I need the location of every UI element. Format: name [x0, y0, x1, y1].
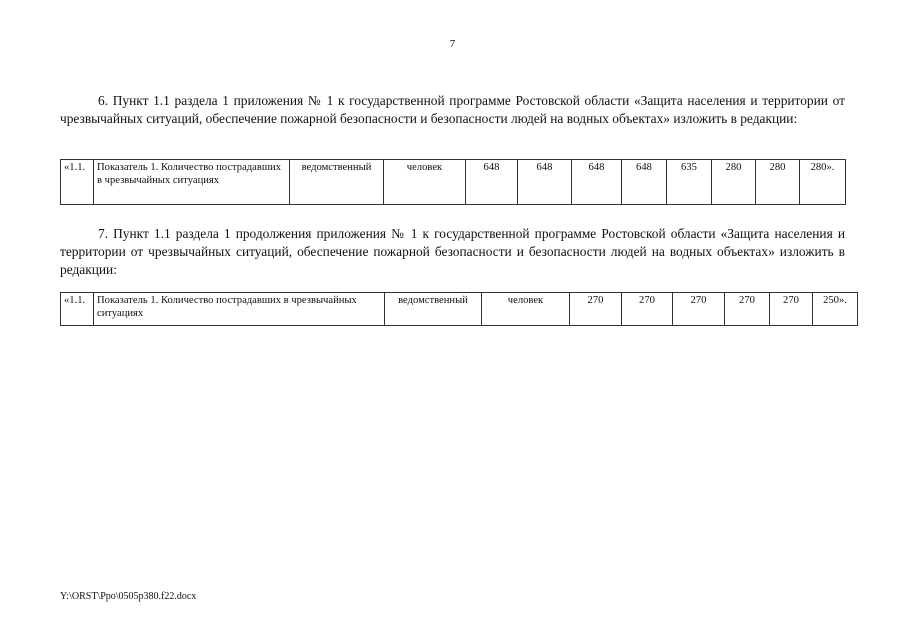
- page-number: 7: [449, 38, 456, 50]
- indicator-table-item-7: [60, 292, 858, 326]
- table-row: [61, 293, 858, 326]
- value-cell: 280».: [800, 160, 846, 205]
- indicator-type-cell: ведомственный: [385, 293, 482, 326]
- unit-cell: человек: [482, 293, 570, 326]
- value-cell: 280: [756, 160, 800, 205]
- indicator-type-cell: ведомственный: [290, 160, 384, 205]
- indicator-name-cell: Показатель 1. Количество пострадавших в чрезвычайных ситуациях: [94, 160, 290, 205]
- value-cell: 648: [572, 160, 622, 205]
- row-number-cell: «1.1.: [61, 293, 94, 326]
- paragraph-item-6: 6. Пункт 1.1 раздела 1 приложения № 1 к государственной программе Ростовской области «Защита населения и территории от чрезвычайных ситуаций, обеспечение пожарной безопасности и безопасности людей на водных объектах» изложить в редакции:: [60, 93, 845, 126]
- value-cell: 280: [712, 160, 756, 205]
- value-cell: 250».: [813, 293, 858, 326]
- indicator-name-cell: Показатель 1. Количество пострадавших в чрезвычайных ситуациях: [94, 293, 385, 326]
- value-cell: 270: [770, 293, 813, 326]
- value-cell: 270: [570, 293, 622, 326]
- value-cell: 270: [725, 293, 770, 326]
- paragraph-item-7: 7. Пункт 1.1 раздела 1 продолжения приложения № 1 к государственной программе Ростовской области «Защита населения и территории от чрезвычайных ситуаций, обеспечение пожарной безопасности и безопасности людей на водных объектах» изложить в редакции:: [60, 226, 845, 277]
- value-cell: 270: [673, 293, 725, 326]
- value-cell: 635: [667, 160, 712, 205]
- value-cell: 270: [622, 293, 673, 326]
- value-cell: 648: [518, 160, 572, 205]
- table-row: [61, 160, 846, 205]
- value-cell: 648: [622, 160, 667, 205]
- value-cell: 648: [466, 160, 518, 205]
- row-number-cell: «1.1.: [61, 160, 94, 205]
- footer-file-path: Y:\ORST\Ppo\0505p380.f22.docx: [60, 591, 197, 602]
- indicator-table-item-6: [60, 159, 846, 205]
- unit-cell: человек: [384, 160, 466, 205]
